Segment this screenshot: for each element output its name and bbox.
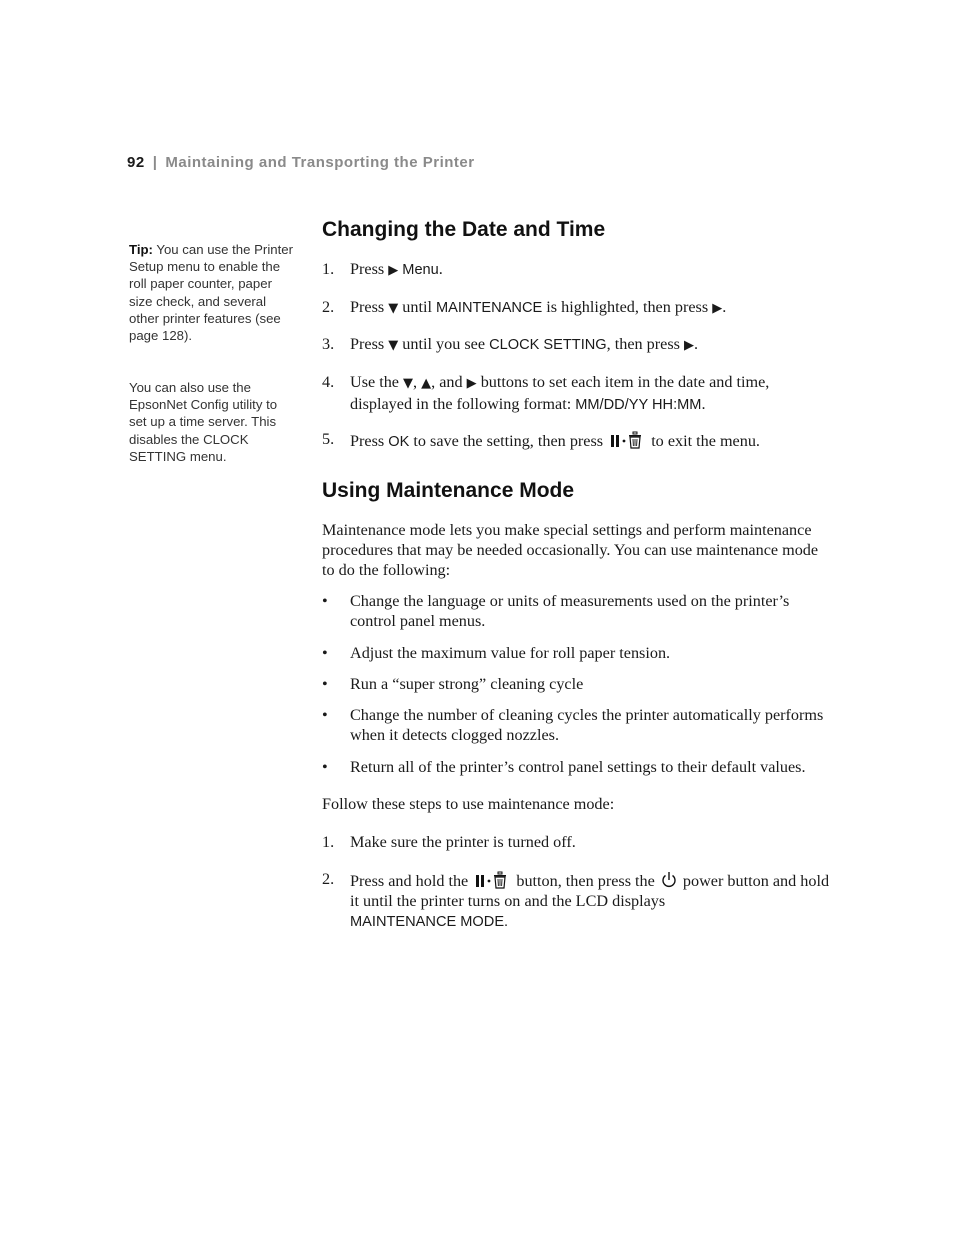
section-title-date-time: Changing the Date and Time xyxy=(322,218,606,241)
follow-steps-text: Follow these steps to use maintenance mode: xyxy=(322,795,615,813)
step-text: buttons to set each item in the date and time, displayed in the following format: xyxy=(350,373,770,413)
tip-text: You can use the Printer Setup menu to enable the roll paper counter, paper size check, and several other printer features (see page 128). xyxy=(129,242,293,344)
down-arrow-icon: ▼ xyxy=(388,301,399,316)
step-1 xyxy=(322,259,832,281)
step-2 xyxy=(322,297,832,319)
step-text: Press xyxy=(350,298,385,316)
ui-maintenance-mode: MAINTENANCE MODE. xyxy=(350,914,509,930)
step-text: Use the xyxy=(350,373,399,391)
ui-date-format: MM/DD/YY HH:MM xyxy=(575,397,702,413)
section-title-maintenance-mode: Using Maintenance Mode xyxy=(322,479,575,502)
right-arrow-icon: ▶ xyxy=(683,338,694,353)
maintenance-intro: Maintenance mode lets you make special settings and perform maintenance procedures that may be needed occasionally. You can use maintenance mode to do the following: xyxy=(322,521,819,579)
step-3 xyxy=(322,334,832,356)
tip-label: Tip: xyxy=(129,242,153,257)
step-number: 5. xyxy=(322,430,335,448)
step-text: until you see xyxy=(402,335,486,353)
bullet-text: Change the language or units of measurements used on the printer’s control panel menus. xyxy=(350,592,790,630)
bullet-mark: • xyxy=(322,644,328,662)
bullet-item xyxy=(322,757,832,777)
step-text: Press xyxy=(350,432,385,450)
header-title: Maintaining and Transporting the Printer xyxy=(165,154,475,171)
right-arrow-icon: ▶ xyxy=(388,263,399,278)
step-text: . xyxy=(438,260,443,278)
bullet-text: Run a “super strong” cleaning cycle xyxy=(350,675,584,693)
down-arrow-icon: ▼ xyxy=(403,376,414,391)
down-arrow-icon: ▼ xyxy=(388,338,399,353)
step-text: power button and hold it until the printer turns on and the LCD displays xyxy=(350,872,830,910)
maintenance-step-1 xyxy=(322,832,832,852)
step-text: Press xyxy=(350,335,385,353)
step-4 xyxy=(322,372,832,415)
step-text: is highlighted, then press xyxy=(546,298,709,316)
page-number: 92 xyxy=(127,154,145,171)
step-text: . xyxy=(722,298,727,316)
right-arrow-icon: ▶ xyxy=(466,376,477,391)
bullet-item xyxy=(322,705,832,745)
step-text: button, then press the xyxy=(516,872,655,890)
step-text: , then press xyxy=(606,335,680,353)
bullet-item xyxy=(322,591,832,631)
step-number: 2. xyxy=(322,298,335,316)
bullet-mark: • xyxy=(322,592,328,610)
right-arrow-icon: ▶ xyxy=(712,301,723,316)
step-text: . xyxy=(693,335,699,353)
power-icon xyxy=(661,871,677,889)
step-text: Make sure the printer is turned off. xyxy=(350,833,576,851)
step-text: to exit the menu. xyxy=(651,432,760,450)
pause-cancel-icon xyxy=(609,429,645,449)
ui-clock-setting: CLOCK SETTING xyxy=(489,337,607,353)
bullet-text: Adjust the maximum value for roll paper tension. xyxy=(350,644,671,662)
running-header xyxy=(127,154,475,171)
bullet-mark: • xyxy=(322,675,328,693)
step-text: . xyxy=(701,395,706,413)
bullet-text: Return all of the printer’s control panel settings to their default values. xyxy=(350,758,806,776)
bullet-item xyxy=(322,674,832,694)
step-text: , xyxy=(413,373,418,391)
header-separator: | xyxy=(152,154,158,171)
bullet-mark: • xyxy=(322,758,328,776)
up-arrow-icon: ▲ xyxy=(421,376,432,391)
ui-maintenance: MAINTENANCE xyxy=(436,300,543,316)
pause-cancel-icon xyxy=(474,869,510,889)
tip-ui-clock-setting: CLOCK SETTING xyxy=(129,431,249,464)
step-text: , and xyxy=(431,373,463,391)
ui-ok: OK xyxy=(388,434,410,450)
tip-note xyxy=(129,241,294,344)
step-number: 1. xyxy=(322,260,335,278)
ui-menu: Menu xyxy=(402,262,439,278)
step-text: Press and hold the xyxy=(350,872,469,890)
tip-note-2 xyxy=(129,379,294,465)
step-text: until xyxy=(402,298,432,316)
step-text: to save the setting, then press xyxy=(413,432,604,450)
tip-text-2-end: menu. xyxy=(189,448,227,464)
maintenance-step-2 xyxy=(322,869,832,932)
bullet-text: Change the number of cleaning cycles the printer automatically performs when it detects clogged nozzles. xyxy=(350,706,824,744)
step-number: 3. xyxy=(322,335,335,353)
step-number: 2. xyxy=(322,870,335,888)
tip-text-2: You can also use the EpsonNet Config utility to set up a time server. This disables the xyxy=(129,380,278,447)
bullet-item xyxy=(322,643,832,663)
step-number: 4. xyxy=(322,373,335,391)
step-5 xyxy=(322,429,832,452)
step-number: 1. xyxy=(322,833,335,851)
step-text: Press xyxy=(350,260,385,278)
bullet-mark: • xyxy=(322,706,328,724)
